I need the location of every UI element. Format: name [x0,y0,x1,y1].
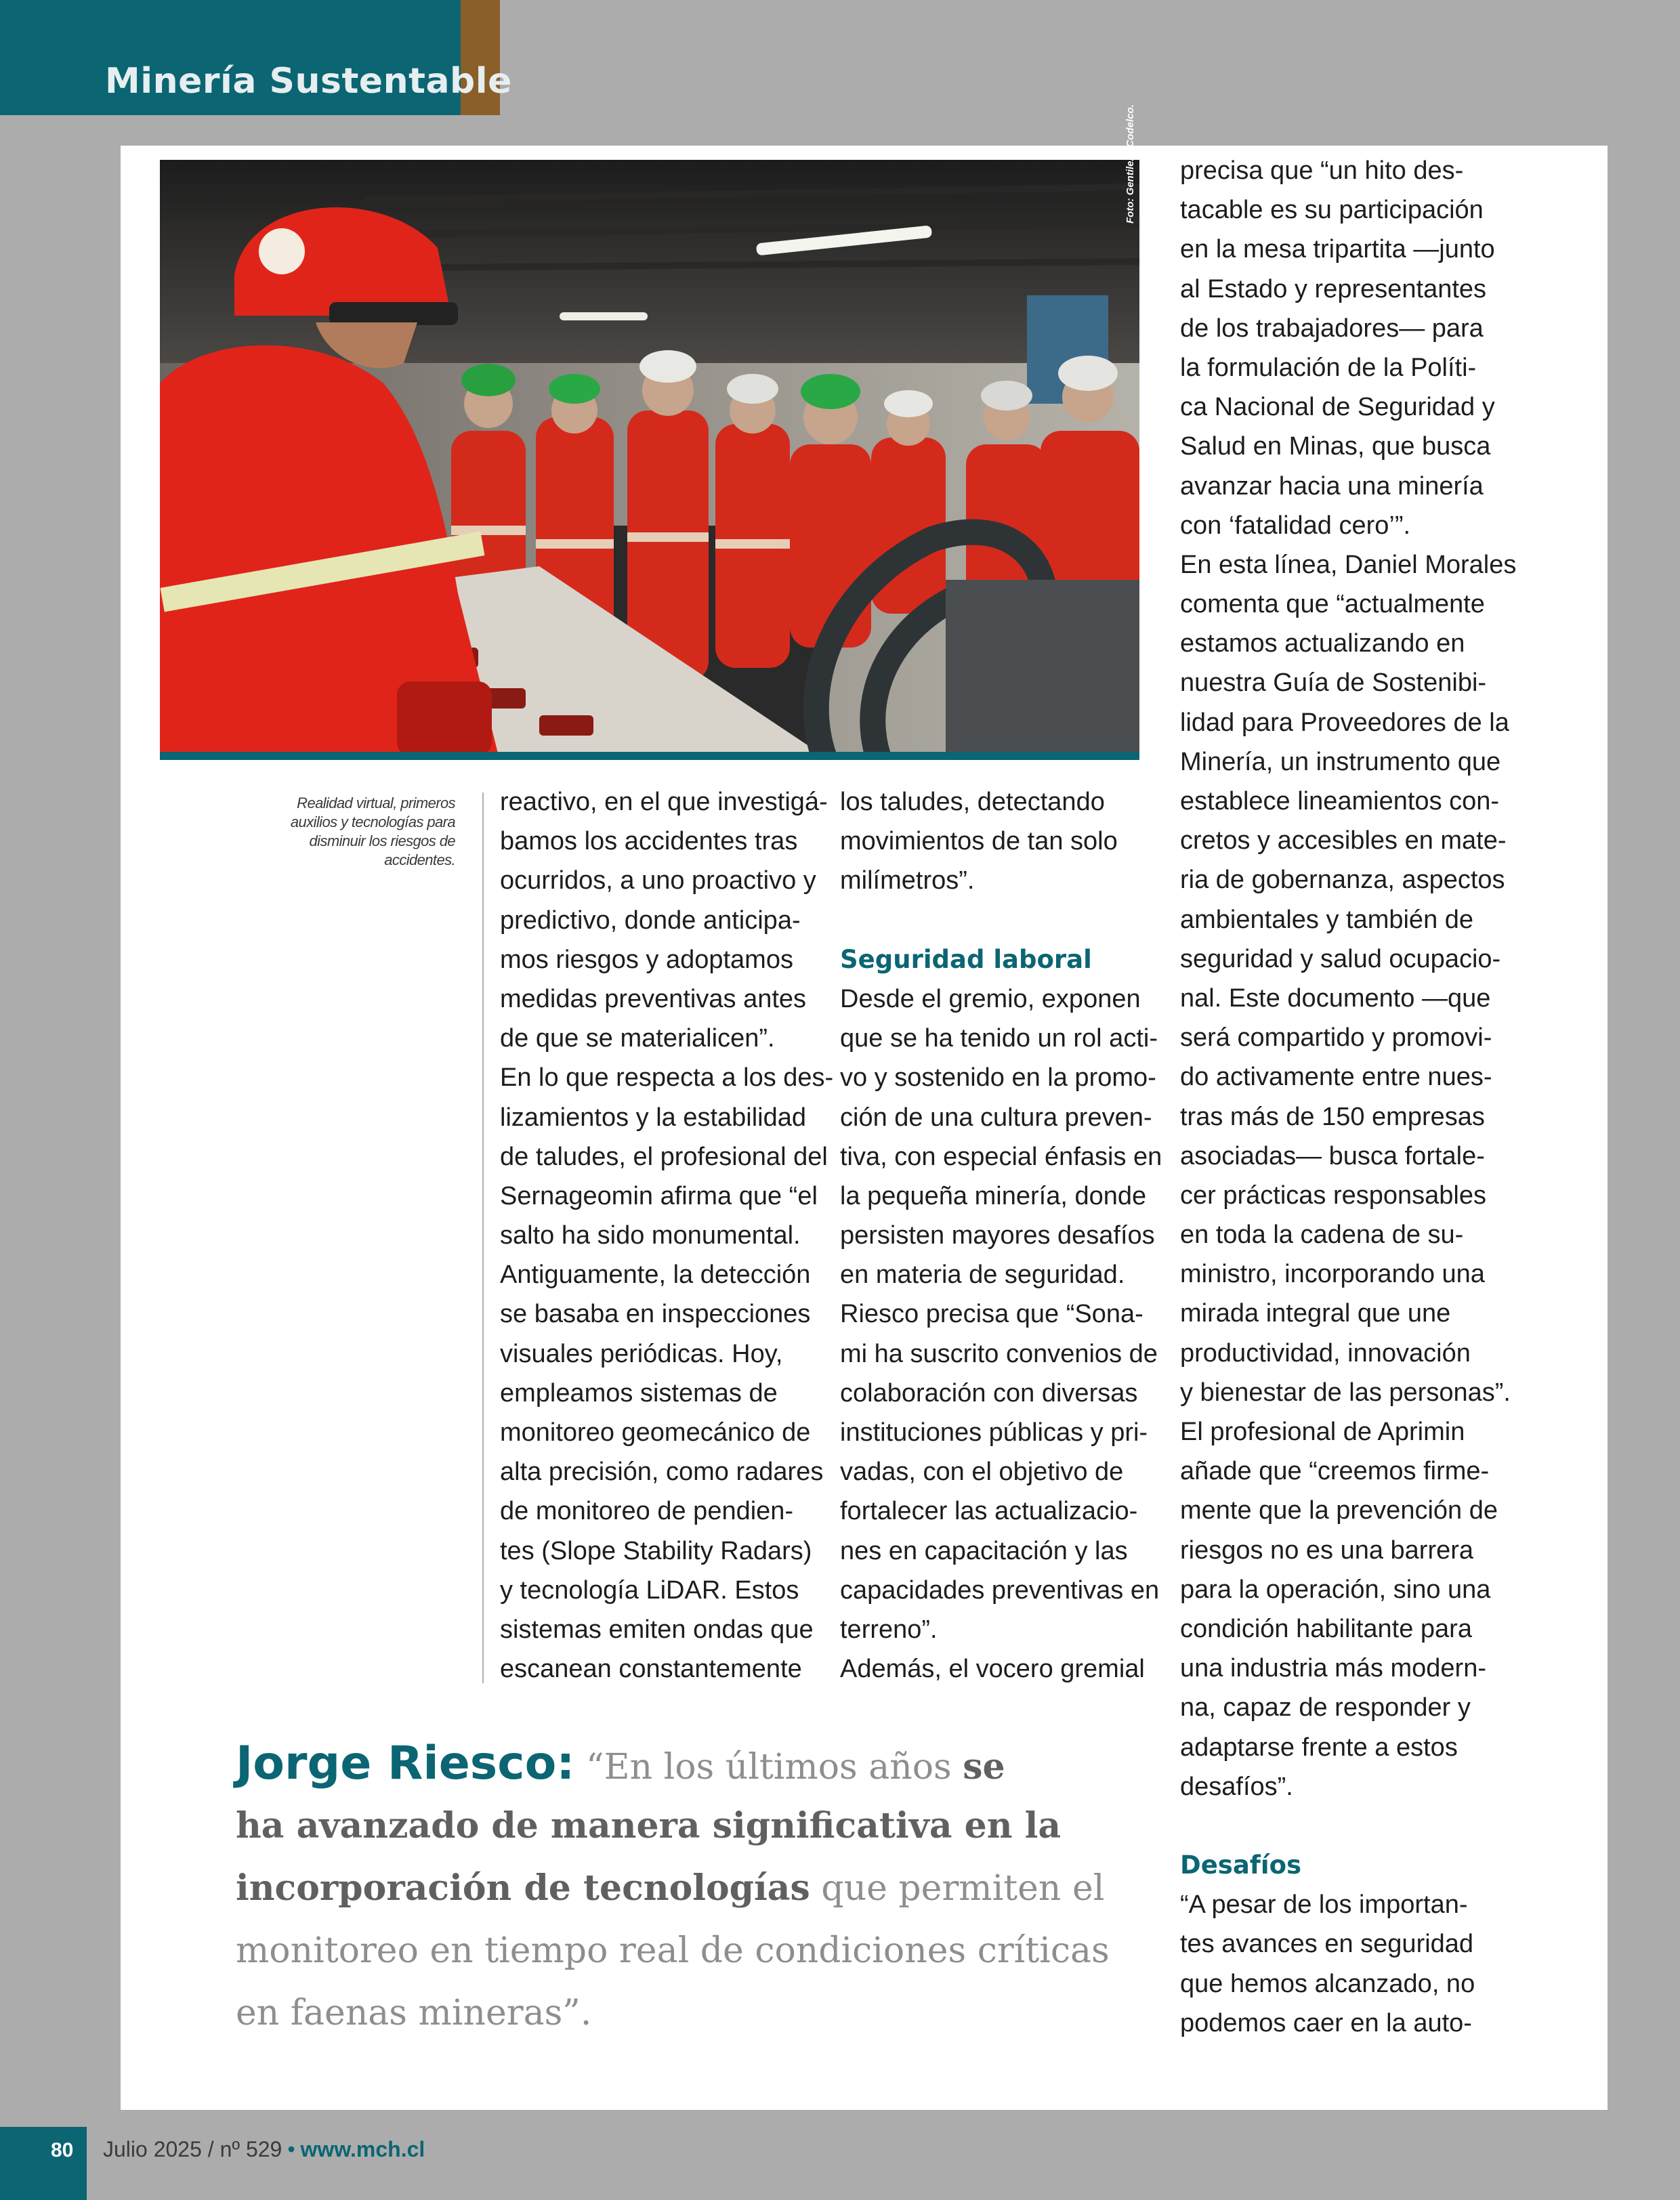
quote-emphasis: se [963,1746,1005,1788]
caption-line: disminuir los riesgos de [309,832,455,849]
text-line: estamos actualizando en [1180,629,1465,658]
blank-line [1180,1806,1516,1846]
text-line: En esta línea, Daniel Morales [1180,550,1517,579]
text-line: “A pesar de los importan- [1180,1890,1468,1920]
text-line: al Estado y representantes [1180,274,1487,303]
text-line: lizamientos y la estabilidad [500,1103,807,1132]
caption-line: Realidad virtual, primeros [297,795,455,811]
text-line: de taludes, el profesional del [500,1142,828,1171]
text-line: la pequeña minería, donde [840,1181,1147,1210]
quote-line [236,1795,1130,1857]
text-line: condición habilitante para [1180,1614,1472,1643]
text-line: tacable es su participación [1180,196,1484,225]
column-divider [482,792,484,1683]
text-line: ambientales y también de [1180,905,1474,934]
subheading-seguridad-laboral: Seguridad laboral [840,944,1092,974]
text-line: Riesco precisa que “Sona- [840,1300,1143,1329]
text-line: nal. Este documento —que [1180,983,1491,1013]
text-line: precisa que “un hito des- [1180,156,1464,185]
text-line: predictivo, donde anticipa- [500,906,801,935]
bullet-separator: • [287,2137,295,2161]
text-line: Desde el gremio, exponen [840,984,1141,1013]
text-line: na, capaz de responder y [1180,1693,1471,1722]
text-line: tes avances en seguridad [1180,1930,1474,1959]
text-line: El profesional de Aprimin [1180,1418,1465,1446]
quote-line [236,1733,1130,1795]
text-line: Sernageomin afirma que “el [500,1181,818,1210]
quote-line: en faenas mineras”. [236,1993,592,2033]
text-line: ción de una cultura preven- [840,1103,1152,1132]
text-line: de los trabajadores— para [1180,314,1484,343]
text-line: cretos y accesibles en mate- [1180,826,1507,855]
text-line: será compartido y promovi- [1180,1023,1492,1053]
text-line: sistemas emiten ondas que [500,1615,814,1644]
article-photo [160,160,1139,756]
text-line: alta precisión, como radares [500,1458,824,1487]
text-line: mirada integral que une [1180,1299,1451,1328]
footer [103,2137,425,2162]
text-line: visuales periódicas. Hoy, [500,1339,783,1368]
website-link[interactable]: www.mch.cl [300,2137,425,2161]
section-title: Minería Sustentable [105,61,512,102]
text-line: con ‘fatalidad cero’”. [1180,511,1411,540]
blank-line [840,901,1162,940]
text-line: medidas preventivas antes [500,984,807,1013]
text-line: lidad para Proveedores de la [1180,708,1509,737]
text-line: colaboración con diversas [840,1378,1138,1408]
text-line: de monitoreo de pendien- [500,1497,794,1526]
caption-line: auxilios y tecnologías para [290,813,455,830]
text-line: tes (Slope Stability Radars) [500,1536,812,1565]
text-line: persisten mayores desafíos [840,1221,1155,1250]
text-line: Salud en Minas, que busca [1180,432,1491,461]
quote-text: “En los últimos años [586,1747,952,1788]
text-line: movimientos de tan solo [840,827,1118,856]
caption-line: accidentes. [384,851,455,868]
text-line: Además, el vocero gremial [840,1655,1145,1684]
text-line: cer prácticas responsables [1180,1181,1486,1210]
text-line: Antiguamente, la detección [500,1261,811,1290]
photo-accent-bar [160,752,1139,760]
text-line: do activamente entre nues- [1180,1063,1492,1092]
text-line: capacidades preventivas en [840,1575,1160,1605]
text-line: seguridad y salud ocupacio- [1180,944,1501,973]
text-line: los taludes, detectando [840,788,1105,816]
text-line: y bienestar de las personas”. [1180,1378,1511,1407]
text-line: monitoreo geomecánico de [500,1418,811,1447]
text-line: fortalecer las actualizacio- [840,1497,1138,1526]
text-line: mos riesgos y adoptamos [500,945,793,974]
article-column-2 [840,782,1162,1689]
article-column-3 [1180,151,1516,2043]
text-line: nuestra Guía de Sostenibi- [1180,669,1487,698]
quote-text: que permiten el [821,1868,1105,1909]
text-line: que hemos alcanzado, no [1180,1969,1475,1998]
text-line: desafíos”. [1180,1772,1293,1801]
text-line: avanzar hacia una minería [1180,471,1484,501]
text-line: reactivo, en el que investigá- [500,788,828,816]
text-line: terreno”. [840,1615,938,1644]
issue-info: Julio 2025 / nº 529 [103,2137,282,2161]
text-line: de que se materialicen”. [500,1024,775,1053]
text-line: en la mesa tripartita —junto [1180,235,1495,264]
text-line: que se ha tenido un rol acti- [840,1024,1158,1053]
text-line: milímetros”. [840,866,975,895]
text-line: productividad, innovación [1180,1338,1471,1368]
quote-line [236,1857,1130,1920]
text-line: podemos caer en la auto- [1180,2008,1472,2037]
subheading-desafios: Desafíos [1180,1850,1302,1880]
page-number-box [0,2127,87,2200]
text-line: riesgos no es una barrera [1180,1536,1474,1565]
text-line: añade que “creemos firme- [1180,1457,1490,1486]
text-line: empleamos sistemas de [500,1378,778,1408]
text-line: en toda la cadena de su- [1180,1221,1464,1250]
text-line: Minería, un instrumento que [1180,747,1501,776]
photo-caption [257,794,455,870]
quote-line: monitoreo en tiempo real de condiciones críticas [236,1930,1110,1971]
text-line: asociadas— busca fortale- [1180,1141,1485,1170]
text-line: una industria más modern- [1180,1654,1486,1683]
text-line: para la operación, sino una [1180,1575,1491,1604]
text-line: la formulación de la Políti- [1180,353,1477,382]
text-line: tras más de 150 empresas [1180,1102,1485,1131]
text-line: ca Nacional de Seguridad y [1180,393,1495,422]
pull-quote [236,1733,1130,2044]
photo-illustration [160,160,1139,756]
text-line: nes en capacitación y las [840,1536,1128,1565]
text-line: vo y sostenido en la promo- [840,1063,1156,1093]
quote-emphasis: ha avanzado de manera significativa en la [236,1805,1062,1846]
text-line: establece lineamientos con- [1180,787,1500,816]
text-line: y tecnología LiDAR. Estos [500,1575,799,1605]
text-line: ria de gobernanza, aspectos [1180,866,1505,895]
photo-credit: Foto: Gentileza Codelco. [1125,104,1136,224]
text-line: ocurridos, a uno proactivo y [500,866,816,895]
text-line: se basaba en inspecciones [500,1300,811,1329]
text-line: vadas, con el objetivo de [840,1458,1124,1487]
text-line: tiva, con especial énfasis en [840,1142,1162,1171]
text-line: bamos los accidentes tras [500,827,798,856]
text-line: salto ha sido monumental. [500,1221,801,1250]
text-line: mente que la prevención de [1180,1496,1498,1525]
text-line: ministro, incorporando una [1180,1260,1485,1289]
article-column-1 [500,782,833,1689]
text-line: instituciones públicas y pri- [840,1418,1148,1447]
page-number: 80 [51,2139,74,2161]
text-line: En lo que respecta a los des- [500,1063,834,1093]
text-line: mi ha suscrito convenios de [840,1339,1158,1368]
quote-attribution: Jorge Riesco: [236,1737,575,1790]
text-line: escanean constantemente [500,1655,802,1684]
text-line: adaptarse frente a estos [1180,1733,1458,1762]
text-line: en materia de seguridad. [840,1261,1125,1290]
quote-emphasis: incorporación de tecnologías [236,1867,810,1909]
text-line: comenta que “actualmente [1180,590,1485,619]
